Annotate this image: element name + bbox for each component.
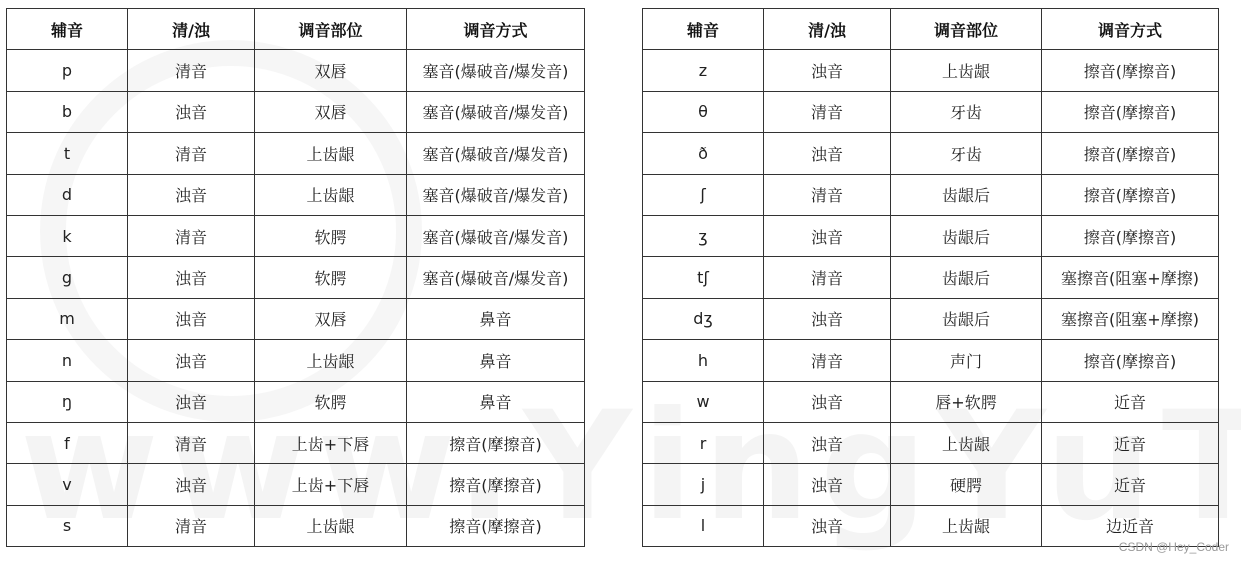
place-cell: 上齿龈 [255,174,407,215]
consonant-cell: dʒ [643,298,764,339]
voicing-cell: 清音 [128,50,255,91]
consonant-cell: m [7,298,128,339]
table-row [7,91,585,132]
manner-cell: 近音 [1042,422,1219,463]
manner-cell: 塞音(爆破音/爆发音) [407,257,585,298]
voicing-cell: 清音 [128,505,255,546]
consonant-cell: r [643,422,764,463]
consonant-cell: b [7,91,128,132]
table-row [7,174,585,215]
place-cell: 上齿龈 [255,505,407,546]
manner-cell: 擦音(摩擦音) [1042,91,1219,132]
place-cell: 硬腭 [891,464,1042,505]
place-cell: 牙齿 [891,91,1042,132]
consonant-table-left [6,8,585,547]
header-consonant: 辅音 [7,9,128,50]
consonant-cell: ʒ [643,215,764,256]
table-row [643,133,1219,174]
manner-cell: 擦音(摩擦音) [407,422,585,463]
consonant-cell: ʃ [643,174,764,215]
place-cell: 齿龈后 [891,298,1042,339]
voicing-cell: 浊音 [764,298,891,339]
consonant-cell: ð [643,133,764,174]
manner-cell: 擦音(摩擦音) [1042,174,1219,215]
table-row [643,174,1219,215]
table-row [643,91,1219,132]
manner-cell: 擦音(摩擦音) [1042,50,1219,91]
table-row [643,257,1219,298]
voicing-cell: 浊音 [128,257,255,298]
manner-cell: 塞音(爆破音/爆发音) [407,133,585,174]
voicing-cell: 浊音 [764,505,891,546]
place-cell: 声门 [891,340,1042,381]
consonant-cell: f [7,422,128,463]
voicing-cell: 清音 [764,174,891,215]
place-cell: 齿龈后 [891,257,1042,298]
consonant-cell: w [643,381,764,422]
manner-cell: 擦音(摩擦音) [407,505,585,546]
voicing-cell: 浊音 [764,422,891,463]
voicing-cell: 浊音 [128,340,255,381]
consonant-cell: k [7,215,128,256]
voicing-cell: 浊音 [764,133,891,174]
header-voicing: 清/浊 [128,9,255,50]
place-cell: 上齿+下唇 [255,422,407,463]
voicing-cell: 清音 [764,257,891,298]
place-cell: 双唇 [255,91,407,132]
manner-cell: 鼻音 [407,381,585,422]
place-cell: 双唇 [255,50,407,91]
manner-cell: 边近音 [1042,505,1219,546]
table-row [643,381,1219,422]
manner-cell: 塞音(爆破音/爆发音) [407,174,585,215]
place-cell: 上齿+下唇 [255,464,407,505]
table-row [7,50,585,91]
manner-cell: 近音 [1042,464,1219,505]
table-row [7,133,585,174]
voicing-cell: 清音 [128,215,255,256]
voicing-cell: 浊音 [128,381,255,422]
voicing-cell: 清音 [128,422,255,463]
place-cell: 齿龈后 [891,174,1042,215]
consonant-cell: tʃ [643,257,764,298]
consonant-cell: z [643,50,764,91]
voicing-cell: 浊音 [764,381,891,422]
voicing-cell: 清音 [128,133,255,174]
table-row [643,422,1219,463]
place-cell: 上齿龈 [891,50,1042,91]
place-cell: 牙齿 [891,133,1042,174]
consonant-cell: v [7,464,128,505]
table-row [7,381,585,422]
voicing-cell: 浊音 [128,91,255,132]
manner-cell: 擦音(摩擦音) [1042,340,1219,381]
consonant-cell: θ [643,91,764,132]
consonant-cell: g [7,257,128,298]
table-row [7,257,585,298]
consonant-cell: s [7,505,128,546]
table-row [7,505,585,546]
voicing-cell: 清音 [764,340,891,381]
place-cell: 上齿龈 [891,422,1042,463]
consonant-cell: n [7,340,128,381]
table-row [643,215,1219,256]
table-row [7,340,585,381]
table-header-row [7,9,585,50]
header-place: 调音部位 [891,9,1042,50]
consonant-cell: j [643,464,764,505]
table-row [7,215,585,256]
manner-cell: 近音 [1042,381,1219,422]
header-manner: 调音方式 [407,9,585,50]
table-header-row [643,9,1219,50]
manner-cell: 擦音(摩擦音) [407,464,585,505]
manner-cell: 塞音(爆破音/爆发音) [407,215,585,256]
table-row [7,464,585,505]
voicing-cell: 浊音 [128,298,255,339]
manner-cell: 鼻音 [407,340,585,381]
consonant-cell: t [7,133,128,174]
manner-cell: 塞擦音(阻塞+摩擦) [1042,298,1219,339]
table-row [643,464,1219,505]
manner-cell: 擦音(摩擦音) [1042,133,1219,174]
manner-cell: 塞音(爆破音/爆发音) [407,91,585,132]
place-cell: 软腭 [255,257,407,298]
place-cell: 上齿龈 [255,340,407,381]
header-voicing: 清/浊 [764,9,891,50]
consonant-cell: d [7,174,128,215]
table-row [643,340,1219,381]
place-cell: 上齿龈 [255,133,407,174]
place-cell: 双唇 [255,298,407,339]
manner-cell: 塞音(爆破音/爆发音) [407,50,585,91]
manner-cell: 塞擦音(阻塞+摩擦) [1042,257,1219,298]
place-cell: 上齿龈 [891,505,1042,546]
voicing-cell: 浊音 [128,464,255,505]
manner-cell: 擦音(摩擦音) [1042,215,1219,256]
place-cell: 软腭 [255,381,407,422]
consonant-cell: l [643,505,764,546]
header-place: 调音部位 [255,9,407,50]
consonant-cell: h [643,340,764,381]
consonant-cell: ŋ [7,381,128,422]
table-row [7,298,585,339]
voicing-cell: 浊音 [128,174,255,215]
table-row [7,422,585,463]
table-row [643,298,1219,339]
voicing-cell: 浊音 [764,50,891,91]
consonant-table-right [642,8,1219,547]
credit-text: CSDN @Hey_Coder [1118,540,1229,554]
place-cell: 唇+软腭 [891,381,1042,422]
place-cell: 软腭 [255,215,407,256]
header-consonant: 辅音 [643,9,764,50]
place-cell: 齿龈后 [891,215,1042,256]
consonant-cell: p [7,50,128,91]
header-manner: 调音方式 [1042,9,1219,50]
voicing-cell: 浊音 [764,215,891,256]
voicing-cell: 浊音 [764,464,891,505]
voicing-cell: 清音 [764,91,891,132]
table-row [643,50,1219,91]
manner-cell: 鼻音 [407,298,585,339]
